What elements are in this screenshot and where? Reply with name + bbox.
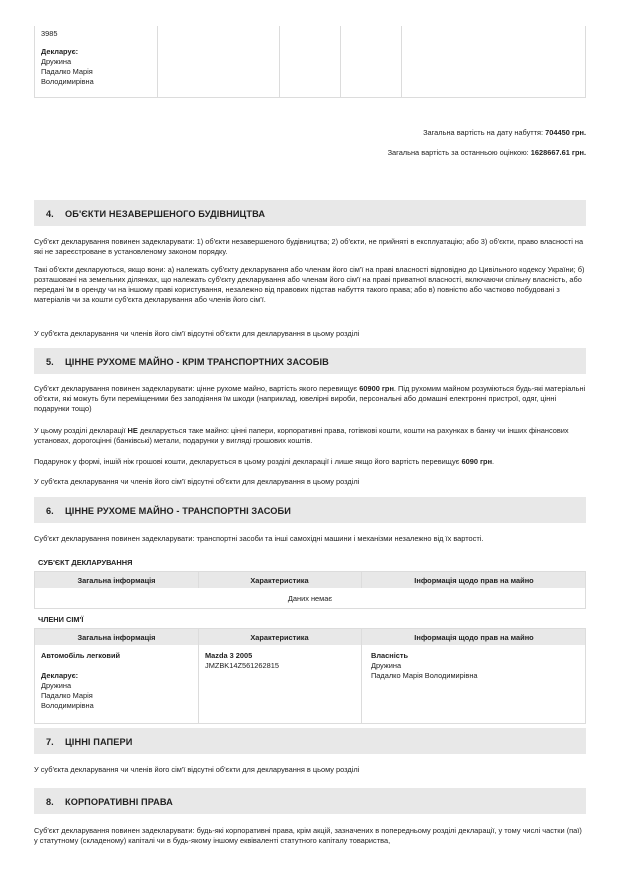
section-title: ЦІННІ ПАПЕРИ xyxy=(65,737,133,747)
section-6-header xyxy=(34,497,586,523)
column-header-characteristics: Характеристика xyxy=(250,633,309,642)
section-4-paragraph-2: Такі об'єкти декларуються, якщо вони: а) належать суб'єкту декларування або членам його сім'ї на праві власності відповідно до Цивільного кодексу України; б) розташовані на земельних ділянках, що належать суб'єкту декларування або членам його сім'ї на праві приватної власності, включаючи спільну власність, або передані їм в оренду чи на іншому праві користування, незалежно від правових підстав набуття такого права; або в) повністю або частково побудовані з матеріалів чи за кошти суб'єкта декларування або членів його сім'ї. xyxy=(34,265,585,304)
section-5-paragraph-1 xyxy=(34,384,586,414)
section-title: ОБ'ЄКТИ НЕЗАВЕРШЕНОГО БУДІВНИЦТВА xyxy=(65,209,266,219)
text-part: У цьому розділі декларації xyxy=(34,426,128,435)
text-part: Подарунок у формі, іншій ніж грошові кошти, декларується в цьому розділі декларації і лише якщо його вартість перевищує xyxy=(34,457,462,466)
table-header xyxy=(35,572,585,588)
column-header-general: Загальна інформація xyxy=(77,576,156,585)
value-threshold: 60900 грн xyxy=(359,384,394,393)
text-part: Суб'єкт декларування повинен задекларувати: цінне рухоме майно, вартість якого перевищує xyxy=(34,384,360,393)
section-title: ЦІННЕ РУХОМЕ МАЙНО - ТРАНСПОРТНІ ЗАСОБИ xyxy=(65,506,291,516)
family-vehicles-table xyxy=(34,628,586,724)
emphasis-not: НЕ xyxy=(127,426,138,435)
declarant-label: Декларує: xyxy=(41,46,79,56)
table-divider xyxy=(340,26,341,97)
section-6-paragraph-1: Суб'єкт декларування повинен задекларувати: транспортні засоби та інші самохідні машини і механізми незалежно від їх вартості. xyxy=(34,534,484,543)
section-5-header xyxy=(34,348,586,374)
declarant-line: Володимирівна xyxy=(41,700,94,710)
total-valuation-label: Загальна вартість за останньою оцінкою: xyxy=(387,148,529,157)
section-5-paragraph-2 xyxy=(34,426,586,446)
column-header-rights: Інформація щодо прав на майно xyxy=(414,633,534,642)
column-header-general: Загальна інформація xyxy=(77,633,156,642)
section-5-paragraph-3 xyxy=(34,457,586,467)
declarant-line: Дружина xyxy=(41,56,72,66)
rights-cell xyxy=(371,651,478,681)
section-7-none-notice: У суб'єкта декларування чи членів його сім'ї відсутні об'єкти для декларування в цьому розділі xyxy=(34,765,360,774)
table-divider xyxy=(279,26,280,97)
general-info-cell xyxy=(41,651,120,711)
rights-line: Падалко Марія Володимирівна xyxy=(371,670,478,680)
total-acquisition-label: Загальна вартість на дату набуття: xyxy=(423,128,544,137)
section-title: КОРПОРАТИВНІ ПРАВА xyxy=(65,797,173,807)
table-row xyxy=(35,645,585,723)
section-7-header xyxy=(34,728,586,754)
vehicle-model: Mazda 3 2005 xyxy=(205,651,253,660)
top-table-fragment xyxy=(34,26,586,98)
text-part: . xyxy=(492,457,495,466)
declarant-line: Дружина xyxy=(41,680,72,690)
declarant-line: Володимирівна xyxy=(41,76,94,86)
rights-label: Власність xyxy=(371,651,409,660)
declarant-line: Падалко Марія xyxy=(41,690,93,700)
family-heading: ЧЛЕНИ СІМ'Ї xyxy=(38,615,84,624)
subject-heading: СУБ'ЄКТ ДЕКЛАРУВАННЯ xyxy=(38,558,133,567)
text-part: . Під рухомим майном розуміються будь-які матеріальні об'єкти, які можуть бути переміщеними без заподіяння їм шкоди (наприклад, ювелірні вироби, персональні або домашні електронні пристрої, одяг, цінні подарунки тощо) xyxy=(34,384,586,413)
section-title: ЦІННЕ РУХОМЕ МАЙНО - КРІМ ТРАНСПОРТНИХ ЗАСОБІВ xyxy=(65,357,329,367)
text-part: декларується таке майно: цінні папери, корпоративні права, готівкові кошти, кошти на рахунках в банку чи інших фінансових установах, дорогоцінні (банківські) метали, подарунки у вигляді грошових коштів. xyxy=(34,426,569,445)
total-acquisition-value: 704450 грн. xyxy=(545,128,586,137)
vehicle-type: Автомобіль легковий xyxy=(41,651,121,660)
total-valuation-value: 1628667.61 грн. xyxy=(530,148,586,157)
gift-threshold: 6090 грн xyxy=(461,457,493,466)
section-number: 4. xyxy=(46,209,54,219)
section-number: 7. xyxy=(46,737,54,747)
section-4-none-notice: У суб'єкта декларування чи членів його сім'ї відсутні об'єкти для декларування в цьому розділі xyxy=(34,329,360,338)
column-header-rights: Інформація щодо прав на майно xyxy=(414,576,534,585)
total-acquisition xyxy=(423,128,586,138)
section-4-header xyxy=(34,200,586,226)
table-divider xyxy=(198,572,199,588)
table-divider xyxy=(157,26,158,97)
table-divider xyxy=(198,629,199,645)
declarant-label: Декларує: xyxy=(41,670,79,680)
total-valuation xyxy=(388,148,586,158)
vehicle-vin: JMZBK14Z561262815 xyxy=(205,660,279,670)
declarant-line: Падалко Марія xyxy=(41,66,93,76)
rights-line: Дружина xyxy=(371,660,402,670)
section-number: 5. xyxy=(46,357,54,367)
table-divider xyxy=(361,629,362,645)
no-data-cell: Даних немає xyxy=(287,594,333,603)
section-8-header xyxy=(34,788,586,814)
characteristics-cell xyxy=(205,651,279,671)
table-divider xyxy=(198,645,199,723)
table-divider xyxy=(361,572,362,588)
object-code: 3985 xyxy=(41,29,58,38)
section-5-none-notice: У суб'єкта декларування чи членів його сім'ї відсутні об'єкти для декларування в цьому розділі xyxy=(34,477,360,486)
table-divider xyxy=(361,645,362,723)
section-number: 6. xyxy=(46,506,54,516)
section-4-paragraph-1: Суб'єкт декларування повинен задекларувати: 1) об'єкти незавершеного будівництва; 2) об'єкти, не прийняті в експлуатацію; або 3) об'єкти, право власності на які не зареєстроване в установленому законом порядку. xyxy=(34,237,584,256)
section-8-paragraph-1: Суб'єкт декларування повинен задекларувати: будь-які корпоративні права, крім акцій, зазначених в попередньому розділі декларації, у тому числі частки (паї) у статутному (складеному) капіталі чи в будь-якому іншому еквіваленті статутного капіталу товариства, xyxy=(34,826,582,845)
subject-vehicles-table xyxy=(34,571,586,609)
table-divider xyxy=(401,26,402,97)
column-header-characteristics: Характеристика xyxy=(250,576,309,585)
top-table-cell xyxy=(41,29,94,87)
section-number: 8. xyxy=(46,797,54,807)
table-header xyxy=(35,629,585,645)
